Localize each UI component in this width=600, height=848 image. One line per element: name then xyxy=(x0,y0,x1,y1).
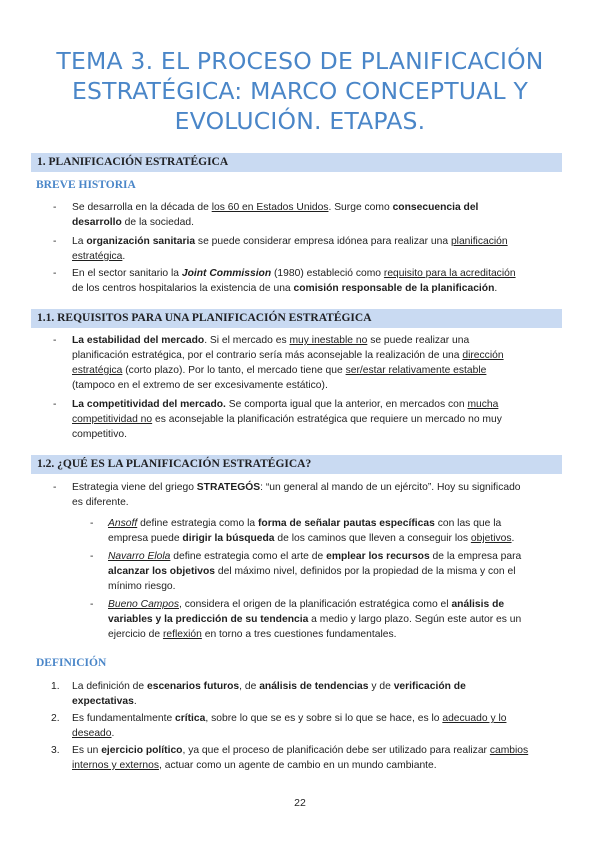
text-run: . xyxy=(511,533,515,544)
text-run: competitividad no xyxy=(72,414,153,425)
text-run: se puede considerar empresa idónea para realizar una xyxy=(195,236,451,247)
text-run: empresa puede xyxy=(108,533,183,544)
text-line xyxy=(72,249,508,264)
text-line xyxy=(72,348,504,363)
definicion-item xyxy=(72,743,528,773)
text-run: La estabilidad del mercado xyxy=(72,335,205,346)
text-run: (1980) estableció como xyxy=(271,268,384,279)
text-line xyxy=(72,412,502,427)
definicion-item xyxy=(72,711,506,741)
text-run: del máximo nivel, definidos por la propiedad de la misma y con el xyxy=(215,566,516,577)
text-run: mucha xyxy=(467,399,499,410)
text-run: (corto plazo). Por lo tanto, el mercado tiene que xyxy=(122,365,346,376)
text-run: , sobre lo que se es y sobre si lo que se hace, es lo xyxy=(205,713,443,724)
text-run: define estrategia como la xyxy=(137,518,258,529)
text-run: Se comporta igual que la anterior, en mercados con xyxy=(225,399,468,410)
text-line xyxy=(72,363,504,378)
section-heading-1-1: 1.1. REQUISITOS PARA UNA PLANIFICACIÓN ESTRATÉGICA xyxy=(31,309,562,328)
text-line xyxy=(72,333,504,348)
bullet-marker: - xyxy=(53,268,57,279)
text-run: . xyxy=(111,728,115,739)
text-run: es aconsejable la planificación estratégica que requiere un mercado no muy xyxy=(152,414,502,425)
text-run: alcanzar los objetivos xyxy=(108,566,216,577)
bullet-marker: - xyxy=(90,599,94,610)
text-run: muy inestable no xyxy=(289,335,368,346)
text-line xyxy=(72,743,528,758)
author-bullet-navarro xyxy=(108,549,521,594)
text-run: cambios xyxy=(489,745,529,756)
text-run: dirección xyxy=(462,350,504,361)
list-number: 2. xyxy=(51,713,60,724)
text-run: de los centros hospitalarios la existencia de una xyxy=(72,283,294,294)
text-line xyxy=(72,495,521,510)
text-run: comisión responsable de la planificación xyxy=(293,283,495,294)
text-run: adecuado y lo xyxy=(442,713,507,724)
text-run: : “un general al mando de un ejército”. Hoy su significado xyxy=(260,482,521,493)
text-run: a medio y largo plazo. Según este autor es un xyxy=(308,614,522,625)
text-line xyxy=(72,215,478,230)
breve-historia-bullet xyxy=(72,234,508,264)
bullet-marker: - xyxy=(90,518,94,529)
title-line: TEMA 3. EL PROCESO DE PLANIFICACIÓN xyxy=(56,47,544,75)
text-run: Es fundamentalmente xyxy=(72,713,176,724)
text-run: reflexión xyxy=(162,629,202,640)
text-run: Ansoff xyxy=(108,518,138,529)
text-line xyxy=(108,579,521,594)
section-heading-1-2: 1.2. ¿QUÉ ES LA PLANIFICACIÓN ESTRATÉGICA? xyxy=(31,455,562,474)
text-run: organización sanitaria xyxy=(86,236,196,247)
text-run: de los caminos que lleven a conseguir los xyxy=(274,533,471,544)
text-line xyxy=(108,549,521,564)
text-line xyxy=(108,612,521,627)
bullet-marker: - xyxy=(53,482,57,493)
text-run: mínimo riesgo. xyxy=(108,581,176,592)
text-run: competitivo. xyxy=(72,429,127,440)
list-number: 3. xyxy=(51,745,60,756)
text-run: escenarios futuros xyxy=(147,681,240,692)
text-run: define estrategia como el arte de xyxy=(170,551,327,562)
section-heading-1: 1. PLANIFICACIÓN ESTRATÉGICA xyxy=(31,153,562,172)
text-line xyxy=(72,281,516,296)
text-run: con las que la xyxy=(434,518,502,529)
text-line xyxy=(72,679,466,694)
text-run: desarrollo xyxy=(72,217,122,228)
text-run: crítica xyxy=(175,713,206,724)
text-run: estratégica xyxy=(72,251,123,262)
text-run: deseado xyxy=(72,728,112,739)
subheading-breve-historia: BREVE HISTORIA xyxy=(36,179,136,191)
text-run: variables y la predicción de su tendencia xyxy=(108,614,309,625)
text-run: planificación estratégica, por el contrario sería más aconsejable la realización de una xyxy=(72,350,463,361)
requisito-bullet xyxy=(72,397,502,442)
text-run: La competitividad del mercado. xyxy=(72,399,226,410)
text-run: y de xyxy=(368,681,394,692)
text-line xyxy=(108,516,514,531)
text-run: . xyxy=(133,696,137,707)
text-run: estratégica xyxy=(72,365,123,376)
text-line xyxy=(72,378,504,393)
text-line xyxy=(72,427,502,442)
text-run: (tampoco en el extremo de ser excesivamente estático). xyxy=(72,380,328,391)
bullet-marker: - xyxy=(53,202,57,213)
text-line xyxy=(72,711,506,726)
text-run: requisito para la acreditación xyxy=(383,268,516,279)
text-line xyxy=(108,564,521,579)
text-run: Joint Commission xyxy=(181,268,272,279)
text-run: Bueno Campos xyxy=(108,599,179,610)
text-run: planificación xyxy=(450,236,508,247)
text-run: , de xyxy=(239,681,260,692)
text-line xyxy=(72,726,506,741)
text-run: ejercicio político xyxy=(101,745,183,756)
definicion-item xyxy=(72,679,466,709)
text-run: . Si el mercado es xyxy=(204,335,290,346)
page-title xyxy=(40,46,560,136)
title-line: EVOLUCIÓN. ETAPAS. xyxy=(174,107,426,135)
text-run: consecuencia del xyxy=(392,202,479,213)
text-run: se puede realizar una xyxy=(367,335,470,346)
requisito-bullet xyxy=(72,333,504,393)
text-run: . xyxy=(122,251,126,262)
text-run: de la sociedad. xyxy=(121,217,194,228)
breve-historia-bullet xyxy=(72,200,478,230)
text-run: verificación de xyxy=(393,681,466,692)
title-line: ESTRATÉGICA: MARCO CONCEPTUAL Y xyxy=(71,77,529,105)
text-run: objetivos xyxy=(470,533,512,544)
subheading-definicion: DEFINICIÓN xyxy=(36,657,107,669)
text-run: STRATEGÓS xyxy=(196,482,261,493)
text-run: internos y externos xyxy=(72,760,159,771)
author-bullet-bueno xyxy=(108,597,521,642)
text-run: forma de señalar pautas específicas xyxy=(257,518,435,529)
text-run: análisis de tendencias xyxy=(259,681,369,692)
text-run: . Surge como xyxy=(328,202,393,213)
bullet-marker: - xyxy=(53,399,57,410)
text-run: expectativas xyxy=(72,696,134,707)
text-run: de la empresa para xyxy=(429,551,522,562)
text-run: Es un xyxy=(72,745,102,756)
text-line xyxy=(72,694,466,709)
text-run: La xyxy=(72,236,87,247)
text-run: en torno a tres cuestiones fundamentales. xyxy=(201,629,397,640)
text-run: En el sector sanitario la xyxy=(72,268,182,279)
list-number: 1. xyxy=(51,681,60,692)
text-line xyxy=(108,597,521,612)
text-run: dirigir la búsqueda xyxy=(182,533,275,544)
text-line xyxy=(108,531,514,546)
text-line xyxy=(72,266,516,281)
text-line xyxy=(72,397,502,412)
text-run: ejercicio de xyxy=(108,629,163,640)
text-run: análisis de xyxy=(451,599,505,610)
text-run: Navarro Elola xyxy=(108,551,171,562)
text-run: ser/estar relativamente estable xyxy=(345,365,487,376)
author-bullet-ansoff xyxy=(108,516,514,546)
text-line xyxy=(108,627,521,642)
text-line xyxy=(72,234,508,249)
bullet-marker: - xyxy=(53,236,57,247)
page-number: 22 xyxy=(294,797,306,809)
text-run: emplear los recursos xyxy=(326,551,430,562)
bullet-marker: - xyxy=(53,335,57,346)
text-run: es diferente. xyxy=(72,497,129,508)
que-es-intro xyxy=(72,480,521,510)
text-run: Estrategia viene del griego xyxy=(72,482,197,493)
text-run: los 60 en Estados Unidos xyxy=(211,202,329,213)
text-line xyxy=(72,758,528,773)
text-run: . xyxy=(494,283,498,294)
text-run: , actuar como un agente de cambio en un mundo cambiante. xyxy=(159,760,437,771)
bullet-marker: - xyxy=(90,551,94,562)
breve-historia-bullet xyxy=(72,266,516,296)
text-line xyxy=(72,480,521,495)
text-run: La definición de xyxy=(72,681,147,692)
text-line xyxy=(72,200,478,215)
text-run: , ya que el proceso de planificación debe ser utilizado para realizar xyxy=(182,745,490,756)
text-run: Se desarrolla en la década de xyxy=(72,202,212,213)
text-run: , considera el origen de la planificación estratégica como el xyxy=(178,599,452,610)
